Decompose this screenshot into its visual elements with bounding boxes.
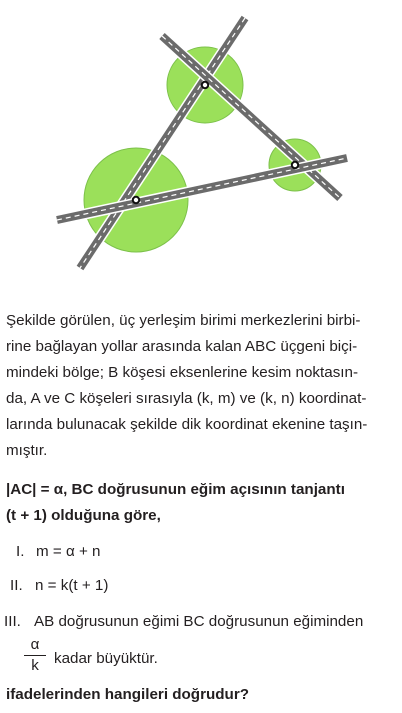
center-dot-3 (133, 197, 139, 203)
statement-1-text: m = α + n (36, 543, 101, 560)
paragraph-line-4: da, A ve C köşeleri sırasıyla (k, m) ve (k, n) koordinat- (6, 390, 367, 407)
statement-2 (10, 573, 108, 599)
question-text: ifadelerinden hangileri doğrudur? (6, 686, 250, 703)
statement-2-number: II. (10, 577, 23, 594)
statement-3-continuation: kadar büyüktür. (54, 650, 158, 667)
paragraph-line-5: larında bulunacak şekilde dik koordinat ekenine taşın- (6, 416, 368, 433)
road-map-figure (0, 0, 402, 290)
condition-line-1: |AC| = α, BC doğrusunun eğim açısının tanjantı (6, 481, 345, 498)
condition-line-2: (t + 1) olduğuna göre, (6, 507, 161, 524)
statement-3-text: AB doğrusunun eğimi BC doğrusunun eğiminden (34, 613, 364, 630)
statement-2-text: n = k(t + 1) (35, 577, 109, 594)
center-dot-2 (292, 162, 298, 168)
alpha-over-k-fraction (24, 636, 46, 675)
fraction-bar (24, 655, 46, 656)
center-dot-1 (202, 82, 208, 88)
statement-3-number: III. (4, 613, 21, 630)
paragraph-line-1: Şekilde görülen, üç yerleşim birimi merkezlerini birbi- (6, 312, 361, 329)
fraction-denominator: k (31, 657, 39, 674)
paragraph-line-3: mindeki bölge; B köşesi eksenlerine kesim noktasın- (6, 364, 359, 381)
statement-1-number: I. (16, 543, 25, 560)
statement-1 (16, 539, 101, 565)
paragraph-line-2: rine bağlayan yollar arasında kalan ABC üçgeni biçi- (6, 338, 358, 355)
fraction-numerator: α (30, 636, 40, 653)
statement-3 (4, 609, 363, 635)
paragraph-line-6: mıştır. (6, 442, 48, 459)
